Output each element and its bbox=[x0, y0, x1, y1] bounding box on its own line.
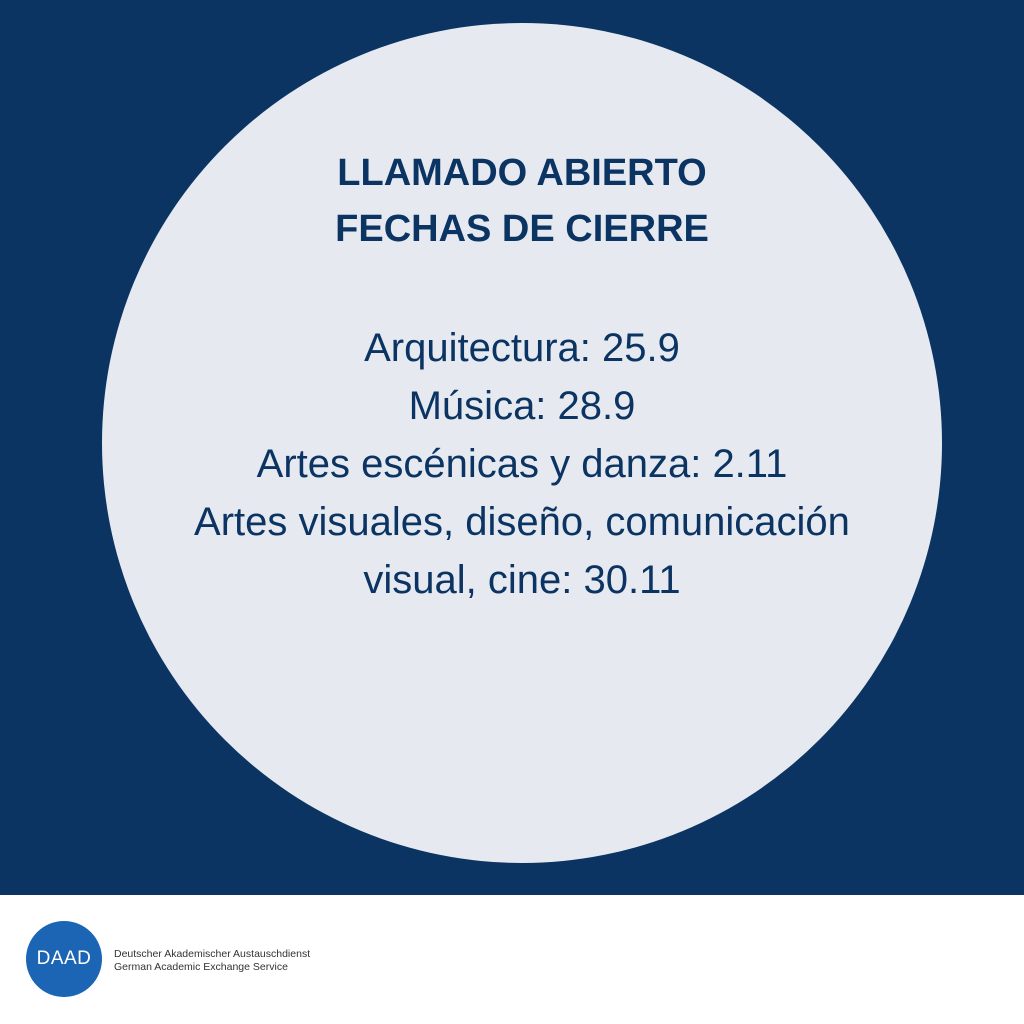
daad-logo: DAAD bbox=[26, 921, 102, 997]
closing-dates-list bbox=[102, 319, 942, 609]
poster-heading bbox=[102, 145, 942, 257]
organization-name-de: Deutscher Akademischer Austauschdienst bbox=[114, 948, 311, 960]
date-line-arquitectura: Arquitectura: 25.9 bbox=[364, 326, 680, 370]
footer bbox=[0, 895, 1024, 1024]
heading-line-1: LLAMADO ABIERTO bbox=[337, 152, 707, 194]
heading-line-2: FECHAS DE CIERRE bbox=[335, 208, 709, 250]
date-line-artes-escenicas: Artes escénicas y danza: 2.11 bbox=[256, 442, 788, 486]
date-line-artes-visuales-cont: visual, cine: 30.11 bbox=[363, 558, 681, 602]
date-line-artes-visuales: Artes visuales, diseño, comunicación bbox=[194, 500, 850, 544]
poster-content bbox=[102, 23, 942, 609]
date-line-musica: Música: 28.9 bbox=[408, 384, 636, 428]
organization-name bbox=[114, 948, 310, 974]
organization-name-en: German Academic Exchange Service bbox=[114, 961, 288, 973]
